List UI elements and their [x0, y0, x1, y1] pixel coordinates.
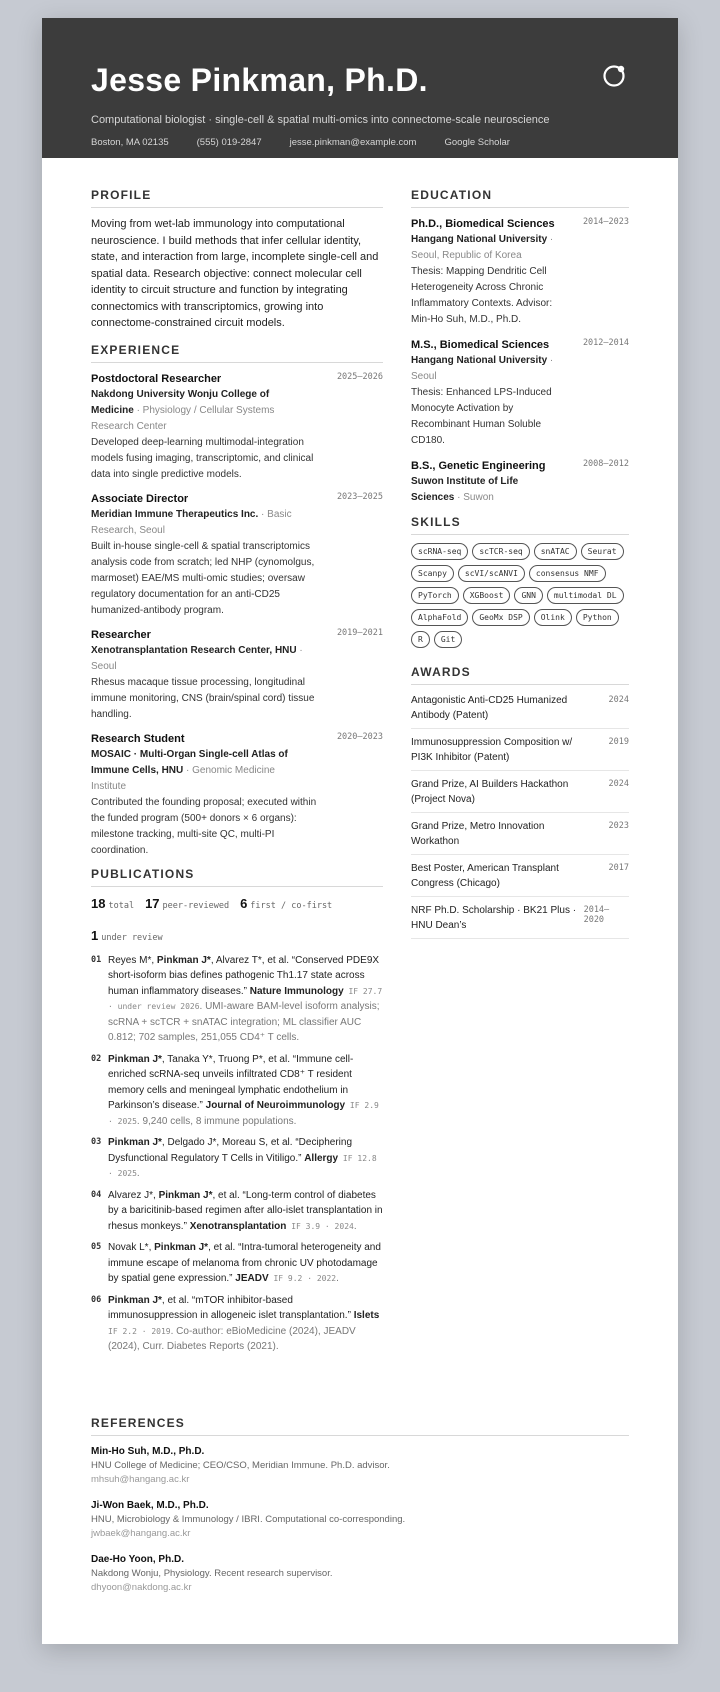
- contact-email[interactable]: jesse.pinkman@example.com: [289, 137, 417, 148]
- job-org-name: Xenotransplantation Research Center, HNU: [91, 644, 297, 656]
- stat-under-review: 1 under review: [91, 927, 163, 943]
- award-year: 2017: [608, 863, 629, 873]
- references-list: [91, 1444, 629, 1595]
- award-year: 2024: [608, 779, 629, 789]
- award-item: [411, 693, 629, 729]
- award-year: 2023: [608, 821, 629, 831]
- pub-journal: Journal of Neuroimmunology: [205, 1100, 346, 1111]
- award-item: [411, 771, 629, 813]
- pub-journal: Allergy: [304, 1152, 339, 1164]
- pub-title: , Delgado J*, Moreau S, et al. “Deciphering Dysfunctional Regulatory T Cells in Vitiligo.”: [108, 1137, 353, 1164]
- skill-chip: PyTorch: [411, 587, 459, 604]
- thesis-text: Thesis: Enhanced LPS-Induced Monocyte Activation by Recombinant Human Soluble CD180.: [411, 387, 552, 446]
- pub-title: , Tanaka Y*, Truong P*, et al. “Immune cell-enriched scRNA-seq unveils infiltrated CD8⁺ T resident memory cells and meningeal lymphatic endothelium in Parkinson’s disease.”: [108, 1053, 354, 1111]
- pub-impact-year: IF 2.2 · 2019: [108, 1326, 171, 1336]
- publication-number: 02: [91, 1053, 102, 1064]
- skill-chip: multimodal DL: [547, 587, 624, 604]
- awards-list: [411, 693, 629, 939]
- pub-impact-year: IF 2.9 · 2025: [108, 1101, 379, 1126]
- pub-author-self: Pinkman J*: [156, 954, 211, 966]
- skill-chip: R: [411, 631, 430, 648]
- job-description: Contributed the founding proposal; executed within the funded program (500+ donors × 6 organs): milestone tracking, multi-site QC, multi-PI coordination.: [91, 796, 317, 856]
- publication-citation: [108, 1135, 383, 1182]
- degree-institution: [411, 353, 561, 385]
- skill-chip: GNN: [514, 587, 542, 604]
- job-organization: [91, 387, 311, 435]
- job-entry: [91, 627, 383, 723]
- skill-chip: Olink: [534, 609, 572, 626]
- publication-stats: [91, 895, 383, 913]
- education-heading: EDUCATION: [411, 188, 629, 208]
- skill-chip: GeoMx DSP: [472, 609, 529, 626]
- skill-chip: Git: [434, 631, 462, 648]
- award-name: Antagonistic Anti-CD25 Humanized Antibody (Patent): [411, 695, 568, 721]
- skill-chip: XGBoost: [463, 587, 511, 604]
- pub-note: .: [353, 1220, 357, 1232]
- logo-icon: [602, 64, 626, 88]
- degree-institution: [411, 474, 561, 506]
- institution-location: · Seoul, Republic of Korea: [411, 234, 554, 261]
- degree-date: 2008–2012: [582, 459, 629, 469]
- resume-header: [42, 18, 678, 158]
- degree-institution: [411, 232, 561, 264]
- references-heading: REFERENCES: [91, 1416, 629, 1436]
- contact-location: Boston, MA 02135: [91, 137, 169, 148]
- job-org-location: · Genomic Medicine Institute: [91, 764, 275, 792]
- reference-name: Dae-Ho Yoon, Ph.D.: [91, 1554, 184, 1565]
- job-date: 2020–2023: [336, 731, 383, 742]
- publication-item: [91, 1052, 383, 1130]
- pub-impact-year: IF 12.8 · 2025: [108, 1153, 377, 1178]
- skills-heading: SKILLS: [411, 515, 629, 535]
- pub-note: .: [136, 1168, 140, 1179]
- tagline: Computational biologist · single-cell & spatial multi-omics into connectome-scale neuroscience: [91, 114, 550, 126]
- reference-email[interactable]: mhsuh@hangang.ac.kr: [91, 1474, 190, 1485]
- job-org-name: Meridian Immune Therapeutics Inc.: [91, 508, 259, 520]
- pub-authors-pre: Novak L*,: [108, 1242, 155, 1253]
- skill-chip: scTCR-seq: [472, 543, 529, 560]
- pub-journal: Islets: [353, 1310, 380, 1321]
- resume-page: [42, 18, 678, 1644]
- reference-affiliation: HNU, Microbiology & Immunology / IBRI. Computational co-corresponding.: [91, 1514, 406, 1525]
- education-entry: [411, 337, 629, 449]
- award-item: [411, 855, 629, 897]
- pub-author-self: Pinkman J*: [108, 1053, 162, 1065]
- award-name: Best Poster, American Transplant Congress (Chicago): [411, 863, 559, 889]
- institution-location: · Seoul: [411, 355, 554, 382]
- skill-chip: consensus NMF: [529, 565, 606, 582]
- experience-list: [91, 371, 383, 859]
- education-entry: [411, 458, 629, 506]
- pub-authors-pre: Reyes M*,: [108, 954, 157, 966]
- award-item: [411, 729, 629, 771]
- job-date: 2025–2026: [336, 371, 383, 382]
- reference-email[interactable]: jwbaek@hangang.ac.kr: [91, 1528, 191, 1539]
- job-description: Rhesus macaque tissue processing, longitudinal immune monitoring, CNS (brain/spinal cord) tissue handling.: [91, 676, 315, 720]
- publication-number: 05: [91, 1242, 102, 1252]
- publication-number: 01: [91, 954, 102, 965]
- job-title: Postdoctoral Researcher: [91, 372, 222, 385]
- job-date: 2023–2025: [336, 491, 383, 502]
- skill-chip: Python: [576, 609, 619, 626]
- award-year: 2019: [608, 737, 629, 747]
- reference-entry: [91, 1498, 629, 1541]
- references-section: [91, 1416, 629, 1606]
- pub-note: . Co-author: eBioMedicine (2024), JEADV (2024), Curr. Diabetes Reports (2021).: [108, 1325, 356, 1352]
- experience-heading: EXPERIENCE: [91, 343, 383, 363]
- pub-impact-year: IF 9.2 · 2022: [268, 1274, 337, 1283]
- award-year: 2024: [608, 695, 629, 705]
- awards-heading: AWARDS: [411, 665, 629, 685]
- skill-chip: Scanpy: [411, 565, 454, 582]
- institution-name: Hangang National University: [411, 234, 548, 245]
- right-column: [411, 188, 629, 939]
- job-description: Built in-house single-cell & spatial transcriptomics analysis code from scratch; led NHP (cynomolgus, marmoset) EAE/MS multi-omic studies; oversaw regulatory documentation for an anti-CD25 humanized-antibody program.: [91, 540, 315, 616]
- publication-item: [91, 953, 383, 1046]
- job-org-location: · Basic Research, Seoul: [91, 508, 292, 536]
- institution-location: · Suwon: [454, 492, 494, 503]
- pub-journal: Xenotransplantation: [189, 1220, 287, 1232]
- job-entry: [91, 491, 383, 619]
- skills-list: [411, 543, 629, 653]
- skill-chip: Seurat: [581, 543, 624, 560]
- job-org-name: MOSAIC · Multi-Organ Single-cell Atlas of Immune Cells, HNU: [91, 748, 288, 776]
- pub-note: . UMI-aware BAM-level isoform analysis; scRNA + scTCR + snATAC integration; ML classifier AUC 0.812; 702 samples, 251,055 CD4⁺ T cells.: [108, 1001, 380, 1043]
- job-organization: [91, 747, 311, 795]
- pub-title: , et al. “mTOR inhibitor-based immunosuppression in allogeneic islet transplantation.”: [108, 1294, 354, 1321]
- publication-citation: [108, 953, 383, 1046]
- profile-heading: PROFILE: [91, 188, 383, 208]
- education-entry: [411, 216, 629, 328]
- job-entry: [91, 731, 383, 859]
- job-organization: [91, 643, 311, 675]
- stat-peer-reviewed: 17 peer-reviewed: [145, 895, 230, 911]
- award-item: [411, 813, 629, 855]
- pub-title: , Alvarez T*, et al. “Conserved PDE9X short-isoform bias defines pathogenic Th1.17 state across human inflammatory diseases.”: [108, 954, 380, 997]
- degree-title: Ph.D., Biomedical Sciences: [411, 218, 555, 230]
- publication-list: [91, 953, 383, 1355]
- publication-number: 04: [91, 1189, 102, 1200]
- pub-authors-pre: Alvarez J*,: [108, 1189, 159, 1201]
- job-description: Developed deep-learning multimodal-integration models fusing imaging, transcriptomic, and clinical data into single predictive models.: [91, 436, 314, 480]
- reference-name: Min-Ho Suh, M.D., Ph.D.: [91, 1446, 205, 1457]
- skill-chip: snATAC: [534, 543, 577, 560]
- job-org-name: Nakdong University Wonju College of Medicine: [91, 388, 270, 416]
- degree-title: B.S., Genetic Engineering: [411, 460, 546, 472]
- publication-item: [91, 1188, 383, 1235]
- award-item: [411, 897, 629, 939]
- award-name: Grand Prize, AI Builders Hackathon (Project Nova): [411, 779, 569, 805]
- skill-chip: scRNA-seq: [411, 543, 468, 560]
- publication-item: [91, 1240, 383, 1287]
- job-title: Researcher: [91, 628, 151, 641]
- job-title: Associate Director: [91, 492, 189, 505]
- left-column: [91, 188, 383, 1361]
- job-org-location: · Physiology / Cellular Systems Research Center: [91, 404, 275, 432]
- award-name: NRF Ph.D. Scholarship · BK21 Plus · HNU Dean’s: [411, 905, 577, 931]
- publication-citation: [108, 1240, 383, 1287]
- pub-note: .: [336, 1273, 339, 1284]
- profile-text: Moving from wet-lab immunology into computational neuroscience. I build methods that infer cellular identity, state, and interaction from large, incomplete single-cell and spatial data. Research objective: connect molecular cell identity to circuit structure and function by integrating connectomics with transcriptomics, growing into connectome-constrained circuit models.: [91, 218, 379, 329]
- publication-citation: [108, 1052, 383, 1130]
- institution-name: Suwon Institute of Life Sciences: [411, 476, 519, 503]
- pub-journal: Nature Immunology: [249, 985, 344, 997]
- reference-email[interactable]: dhyoon@nakdong.ac.kr: [91, 1582, 192, 1593]
- pub-journal: JEADV: [235, 1273, 269, 1284]
- reference-entry: [91, 1444, 629, 1487]
- publication-citation: [108, 1293, 383, 1355]
- skill-chip: scVI/scANVI: [458, 565, 525, 582]
- institution-name: Hangang National University: [411, 355, 548, 366]
- contact-row: [91, 137, 629, 148]
- reference-affiliation: HNU College of Medicine; CEO/CSO, Meridian Immune. Ph.D. advisor.: [91, 1460, 390, 1471]
- publication-citation: [108, 1188, 383, 1235]
- pub-author-self: Pinkman J*: [108, 1294, 162, 1306]
- publication-number: 03: [91, 1137, 102, 1147]
- job-date: 2019–2021: [336, 627, 383, 638]
- pub-note: . 9,240 cells, 8 immune populations.: [136, 1115, 297, 1127]
- person-name: Jesse Pinkman, Ph.D.: [91, 62, 428, 98]
- publication-item: [91, 1135, 383, 1182]
- skill-chip: AlphaFold: [411, 609, 468, 626]
- publications-heading: PUBLICATIONS: [91, 867, 383, 887]
- education-list: [411, 216, 629, 506]
- reference-entry: [91, 1552, 629, 1595]
- job-org-location: · Seoul: [91, 644, 303, 672]
- pub-title: , et al. “Long-term control of diabetes by a baricitinib-based regimen after allo-islet transplantation in rhesus monkeys.”: [108, 1189, 383, 1232]
- contact-scholar-link[interactable]: Google Scholar: [444, 137, 510, 148]
- pub-impact-year: IF 3.9 · 2024: [286, 1221, 354, 1231]
- job-organization: [91, 507, 311, 539]
- degree-date: 2014–2023: [582, 217, 629, 227]
- thesis-text: Thesis: Mapping Dendritic Cell Heterogeneity Across Chronic Inflammatory Contexts. Advisor: Min-Ho Suh, M.D., Ph.D.: [411, 266, 553, 325]
- award-name: Grand Prize, Metro Innovation Workathon: [411, 821, 545, 847]
- job-entry: [91, 371, 383, 483]
- pub-author-self: Pinkman J*: [158, 1189, 213, 1201]
- publication-stats-under-review: [91, 927, 383, 945]
- award-name: Immunosuppression Composition w/ PI3K Inhibitor (Patent): [411, 737, 573, 763]
- job-title: Research Student: [91, 732, 185, 745]
- degree-title: M.S., Biomedical Sciences: [411, 339, 550, 351]
- pub-impact-year: IF 27.7 · under review 2026: [108, 986, 383, 1011]
- publication-number: 06: [91, 1294, 102, 1305]
- reference-affiliation: Nakdong Wonju, Physiology. Recent research supervisor.: [91, 1568, 333, 1579]
- stat-total: 18 total: [91, 895, 135, 911]
- award-year: 2014–2020: [583, 905, 610, 925]
- pub-title: , et al. “Intra-tumoral heterogeneity and immune escape of melanoma from chronic UV photodamage by spatial gene expression.”: [108, 1242, 381, 1284]
- pub-author-self: Pinkman J*: [108, 1137, 162, 1148]
- stat-first-author: 6 first / co-first: [240, 895, 333, 911]
- contact-phone[interactable]: (555) 019-2847: [196, 137, 262, 148]
- publication-item: [91, 1293, 383, 1355]
- pub-author-self: Pinkman J*: [154, 1242, 209, 1253]
- reference-name: Ji-Won Baek, M.D., Ph.D.: [91, 1500, 209, 1511]
- degree-date: 2012–2014: [582, 338, 629, 348]
